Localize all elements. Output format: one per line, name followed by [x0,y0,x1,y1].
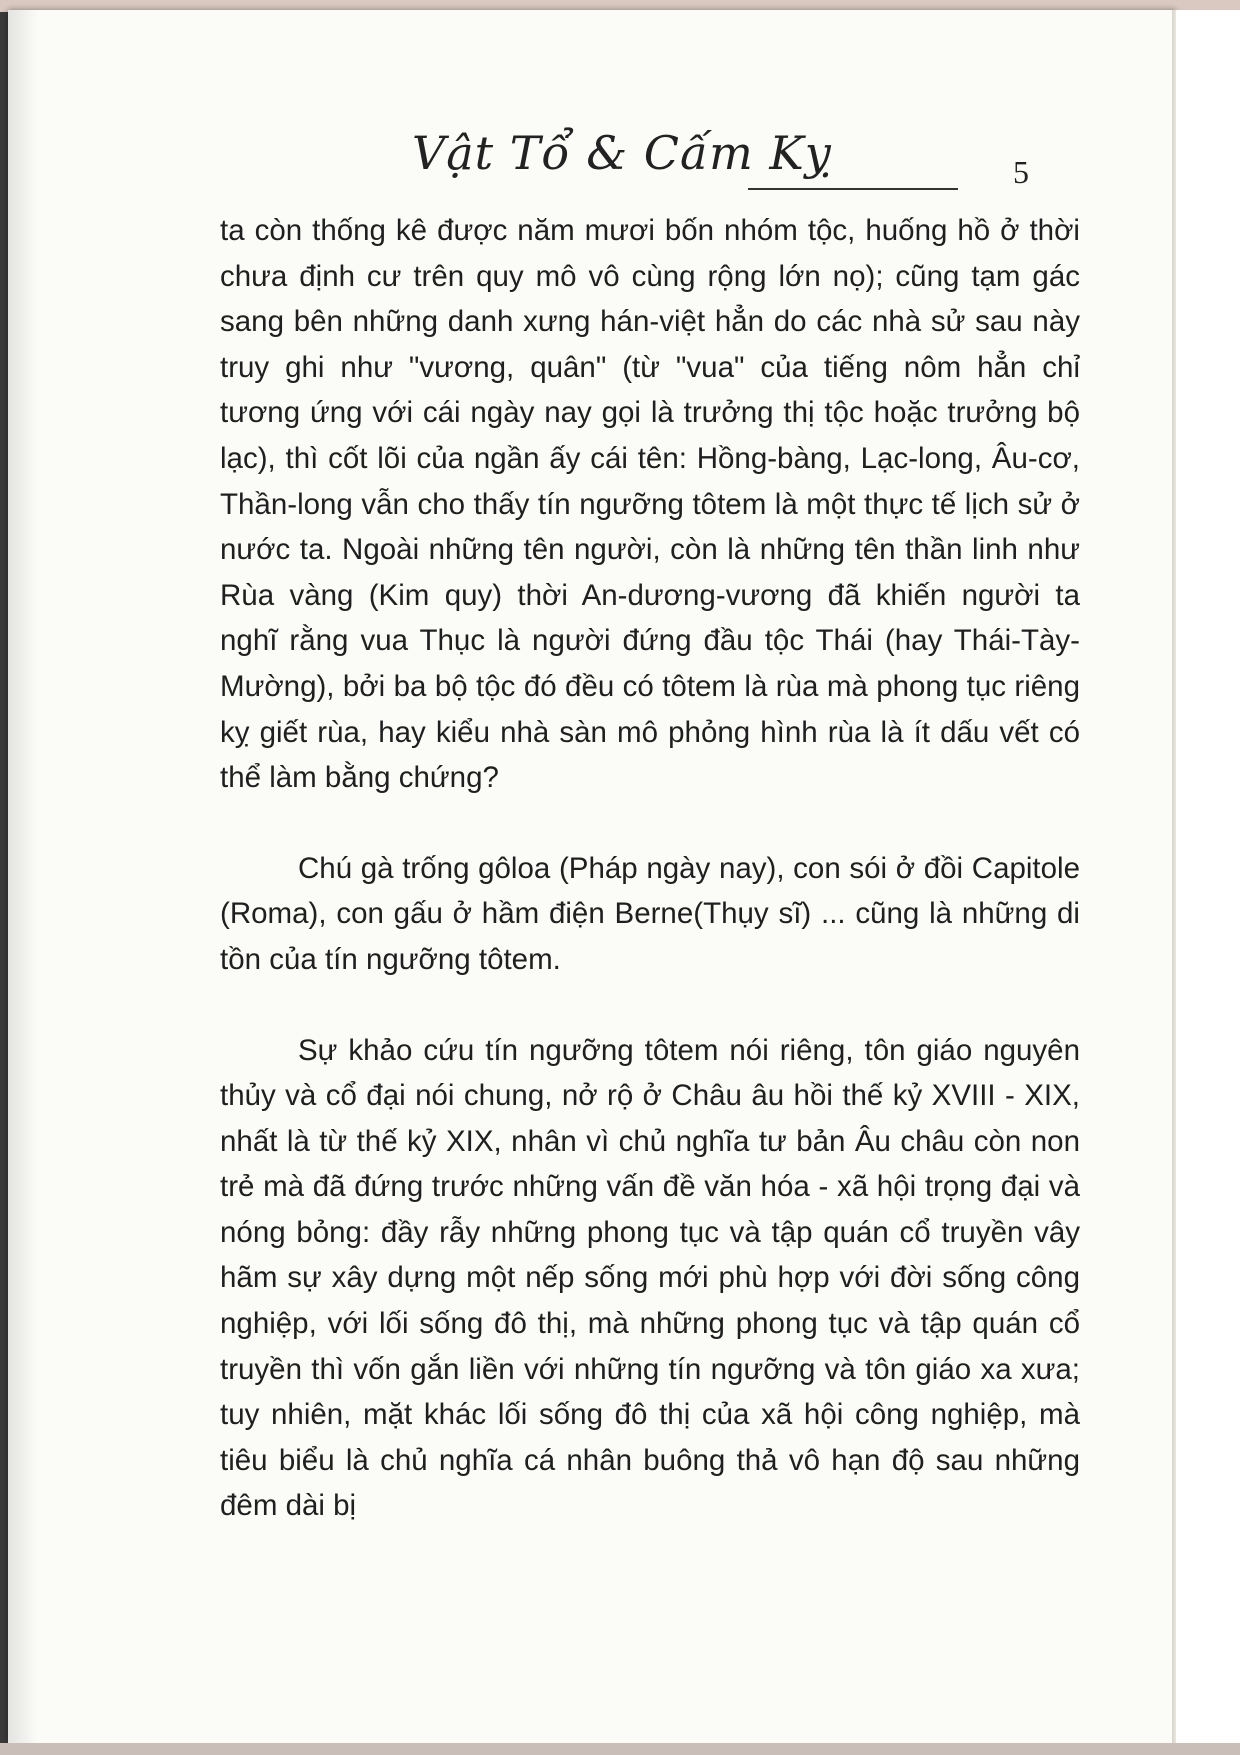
book-page [8,10,1176,1743]
page-number: 5 [1013,154,1029,190]
scan-right-margin [1176,10,1240,1743]
paragraph-2: Chú gà trống gôloa (Pháp ngày nay), con sói ở đồi Capitole (Roma), con gấu ở hầm điện Berne(Thụy sĩ) ... cũng là những di tồn của tín ngưỡng tôtem. [220,851,1080,976]
running-title: Vật Tổ & Cấm Kỵ [412,126,832,180]
header-rule [748,188,958,190]
page-header [8,114,1176,194]
body-text [220,208,1080,1529]
scan-bottom-edge [0,1743,1240,1755]
paragraph-3: Sự khảo cứu tín ngưỡng tôtem nói riêng, tôn giáo nguyên thủy và cổ đại nói chung, nở rộ ở Châu âu hồi thế kỷ XVIII - XIX, nhất là từ thế kỷ XIX, nhân vì chủ nghĩa tư bản Âu châu còn non trẻ mà đã đứng trước những vấn đề văn hóa - xã hội trọng đại và nóng bỏng: đầy rẫy những phong tục và tập quán cổ truyền vây hãm sự xây dựng một nếp sống mới phù hợp với đời sống công nghiệp, với lối sống đô thị, mà những phong tục và tập quán cổ truyền thì vốn gắn liền với những tín ngưỡng và tôn giáo xa xưa; tuy nhiên, mặt khác lối sống đô thị của xã hội công nghiệp, mà tiêu biểu là chủ nghĩa cá nhân buông thả vô hạn độ sau những đêm dài bị [220,1033,1080,1523]
paragraph-1: ta còn thống kê được năm mươi bốn nhóm tộc, huống hồ ở thời chưa định cư trên quy mô vô cùng rộng lớn nọ); cũng tạm gác sang bên những danh xưng hán-việt hẳn do các nhà sử sau này truy ghi như "vương, quân" (từ "vua" của tiếng nôm hẳn chỉ tương ứng với cái ngày nay gọi là trưởng thị tộc hoặc trưởng bộ lạc), thì cốt lõi của ngần ấy cái tên: Hồng-bàng, Lạc-long, Âu-cơ, Thần-long vẫn cho thấy tín ngưỡng tôtem là một thực tế lịch sử ở nước ta. Ngoài những tên người, còn là những tên thần linh như Rùa vàng (Kim quy) thời An-dương-vương đã khiến người ta nghĩ rằng vua Thục là người đứng đầu tộc Thái (hay Thái-Tày-Mường), bởi ba bộ tộc đó đều có tôtem là rùa mà phong tục riêng kỵ giết rùa, hay kiểu nhà sàn mô phỏng hình rùa là ít dấu vết có thể làm bằng chứng? [220,214,1080,795]
page-gutter-shadow [8,10,38,1743]
